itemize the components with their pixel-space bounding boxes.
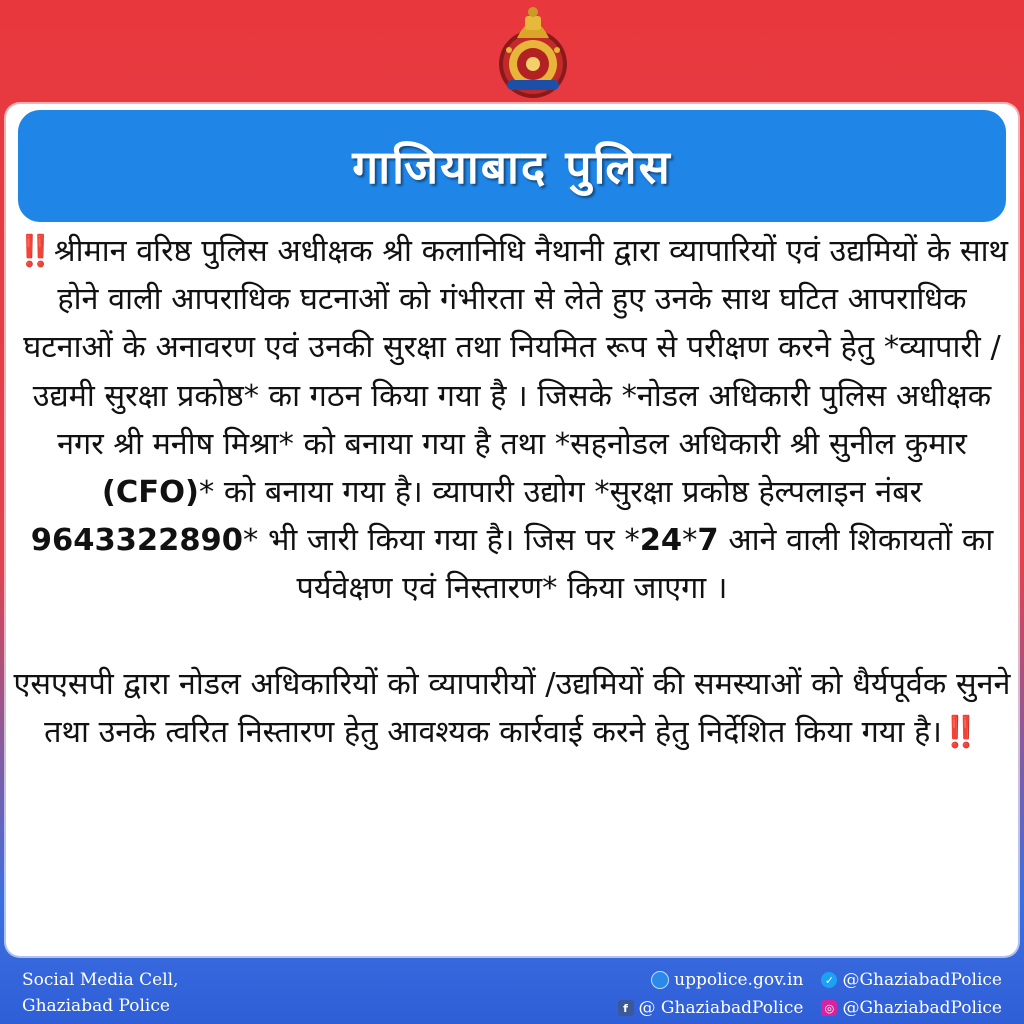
notice-paragraph-2 [12, 661, 1012, 757]
instagram-icon: ◎ [821, 1000, 837, 1016]
text-segment: श्रीमान वरिष्ठ पुलिस अधीक्षक श्री कलानिधि नैथानी द्वारा व्यापारियों एवं उद्यमियों के साथ होने वाली आपराधिक घटनाओं को गंभीरता से लेते हुए उनके साथ घटित आपराधिक घटनाओं के अनावरण एवं उनकी सुरक्षा तथा नियमित रूप से परीक्षण करने हेतु *व्यापारी / उद्यमी सुरक्षा प्रकोष्ठ* का गठन किया गया है । जिसके *नोडल अधिकारी पुलिस अधीक्षक नगर श्री मनीष मिश्रा* को बनाया गया है तथा *सहनोडल अधिकारी श्री सुनील कुमार [23, 234, 1008, 462]
text-segment: * [682, 523, 698, 559]
text-segment: ‼️ [941, 714, 980, 750]
page-title: गाजियाबाद पुलिस [352, 140, 672, 194]
facebook-link[interactable] [618, 998, 804, 1018]
text-segment: (CFO) [101, 475, 199, 511]
facebook-handle: @ GhaziabadPolice [638, 998, 804, 1018]
twitter-link[interactable] [821, 970, 1002, 990]
globe-icon [651, 971, 669, 989]
text-segment: ‼️ [15, 234, 54, 269]
twitter-icon: ✓ [821, 972, 837, 988]
text-segment: * को बनाया गया है। व्यापारी उद्योग *सुरक्षा प्रकोष्ठ हेल्पलाइन नंबर [198, 475, 923, 511]
instagram-handle: @GhaziabadPolice [842, 998, 1002, 1018]
twitter-handle: @GhaziabadPolice [842, 970, 1002, 990]
text-segment: 9643322890 [30, 523, 244, 559]
notice-paragraph-1 [12, 228, 1012, 614]
website-text: uppolice.gov.in [674, 970, 804, 990]
instagram-link[interactable] [821, 998, 1002, 1018]
text-segment: एसएसपी द्वारा नोडल अधिकारियों को व्यापारीयों /उद्यमियों की समस्याओं को धैर्यपूर्वक सुनने तथा उनके त्वरित निस्तारण हेतु आवश्यक कार्रवाई करने हेतु निर्देशित किया गया है। [13, 666, 1011, 750]
text-segment: * भी जारी किया गया है। जिस पर * [243, 523, 640, 559]
title-banner [18, 110, 1006, 222]
footer-credit-line-2: Ghaziabad Police [22, 996, 170, 1016]
up-police-emblem [487, 2, 579, 102]
text-segment: 24 [639, 523, 683, 559]
text-segment: आने वाली शिकायतों का पर्यवेक्षण एवं निस्तारण* किया जाएगा । [296, 523, 994, 607]
footer-links [482, 966, 1002, 1022]
footer-credit [22, 967, 179, 1019]
footer-credit-line-1: Social Media Cell, [22, 970, 179, 990]
website-link[interactable] [651, 970, 803, 990]
text-segment: 7 [697, 523, 719, 559]
notice-card [6, 104, 1018, 956]
notice-body [12, 228, 1012, 757]
facebook-icon: f [618, 1000, 634, 1016]
